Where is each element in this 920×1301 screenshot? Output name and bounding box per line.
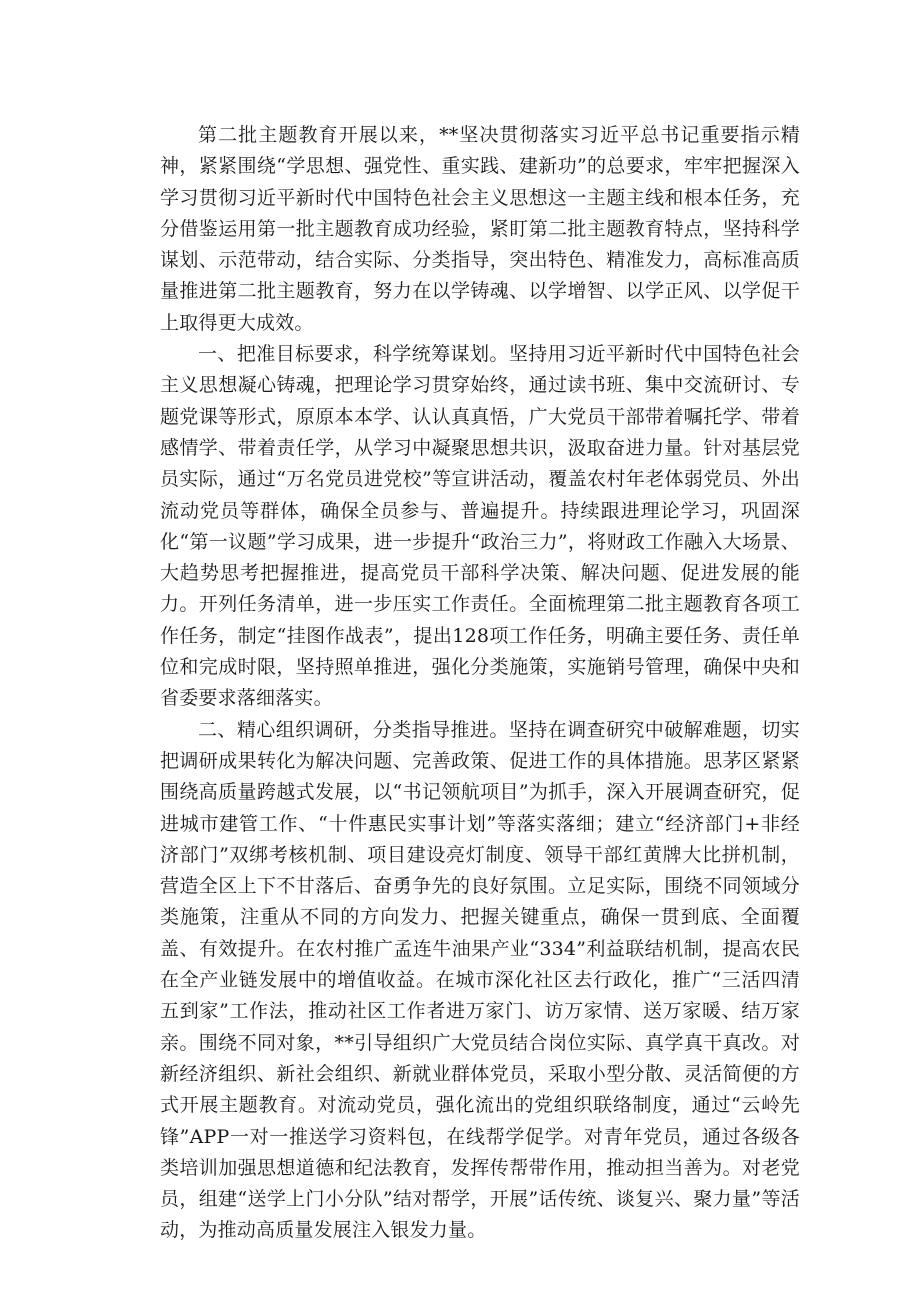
document-body — [160, 120, 800, 1247]
section-one-paragraph: 一、把准目标要求，科学统筹谋划。坚持用习近平新时代中国特色社会主义思想凝心铸魂，把理论学习贯穿始终，通过读书班、集中交流研讨、专题党课等形式，原原本本学、认认真真悟，广大党员干部带着嘱托学、带着感情学、带着责任学，从学习中凝聚思想共识，汲取奋进力量。针对基层党员实际，通过“万名党员进党校”等宣讲活动，覆盖农村年老体弱党员、外出流动党员等群体，确保全员参与、普遍提升。持续跟进理论学习，巩固深化“第一议题”学习成果，进一步提升“政治三力”，将财政工作融入大场景、大趋势思考把握推进，提高党员干部科学决策、解决问题、促进发展的能力。开列任务清单，进一步压实工作责任。全面梳理第二批主题教育各项工作任务，制定“挂图作战表”，提出128项工作任务，明确主要任务、责任单位和完成时限，坚持照单推进，强化分类施策，实施销号管理，确保中央和省委要求落细落实。 — [160, 343, 800, 710]
section-two-paragraph: 二、精心组织调研，分类指导推进。坚持在调查研究中破解难题，切实把调研成果转化为解决问题、完善政策、促进工作的具体措施。思茅区紧紧围绕高质量跨越式发展，以“书记领航项目”为抓手，深入开展调查研究，促进城市建管工作、“十件惠民实事计划”等落实落细；建立“经济部门+非经济部门”双绑考核机制、项目建设亮灯制度、领导干部红黄牌大比拼机制，营造全区上下不甘落后、奋勇争先的良好氛围。立足实际，围绕不同领域分类施策，注重从不同的方向发力、把握关键重点，确保一贯到底、全面覆盖、有效提升。在农村推广孟连牛油果产业“334”利益联结机制，提高农民在全产业链发展中的增值收益。在城市深化社区去行政化，推广“三活四清五到家”工作法，推动社区工作者进万家门、访万家情、送万家暖、结万家亲。围绕不同对象，**引导组织广大党员结合岗位实际、真学真干真改。对新经济组织、新社会组织、新就业群体党员，采取小型分散、灵活简便的方式开展主题教育。对流动党员，强化流出的党组织联络制度，通过“云岭先锋”APP一对一推送学习资料包，在线帮学促学。对青年党员，通过各级各类培训加强思想道德和纪法教育，发挥传帮带作用，推动担当善为。对老党员，组建“送学上门小分队”结对帮学，开展”话传统、谈复兴、聚力量”等活动，为推动高质量发展注入银发力量。 — [160, 718, 800, 1242]
intro-paragraph: 第二批主题教育开展以来，**坚决贯彻落实习近平总书记重要指示精神，紧紧围绕“学思想、强党性、重实践、建新功”的总要求，牢牢把握深入学习贯彻习近平新时代中国特色社会主义思想这一主题主线和根本任务，充分借鉴运用第一批主题教育成功经验，紧盯第二批主题教育特点，坚持科学谋划、示范带动，结合实际、分类指导，突出特色、精准发力，高标准高质量推进第二批主题教育，努力在以学铸魂、以学增智、以学正风、以学促干上取得更大成效。 — [160, 124, 800, 334]
